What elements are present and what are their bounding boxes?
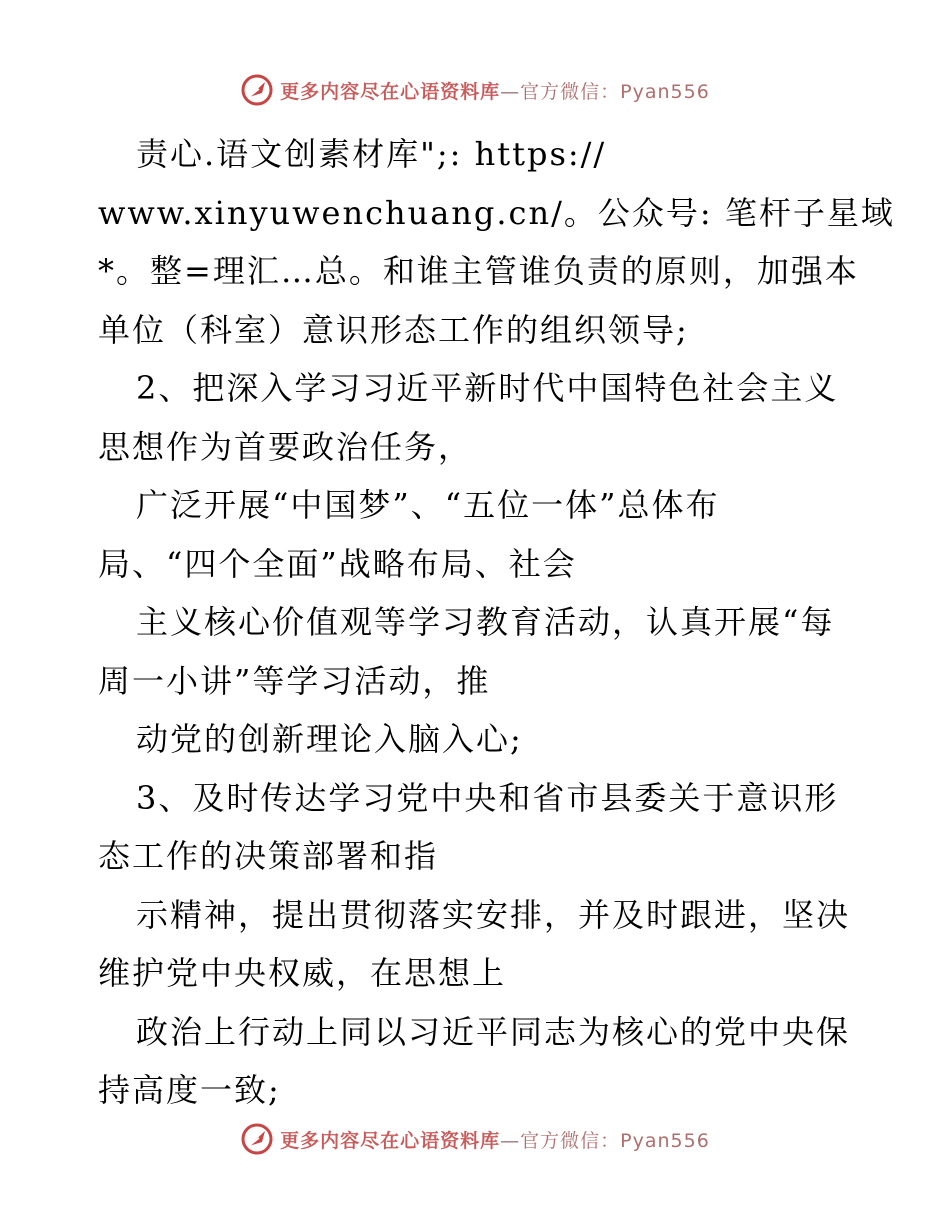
footer-banner-text [280, 1126, 710, 1153]
text-line: 动党的创新理论入脑入心; [136, 720, 523, 758]
text-line: 3、及时传达学习党中央和省市县委关于意识形 [136, 778, 839, 817]
text-line: 持高度一致; [98, 1071, 281, 1109]
header-banner-text [280, 77, 710, 104]
text-line: 示精神，提出贯彻落实安排，并及时跟进，坚决 [136, 895, 851, 934]
header-banner [0, 70, 950, 110]
document-body [98, 125, 898, 1120]
footer-banner [0, 1119, 950, 1159]
text-line: 责心.语文创素材库";: https:// [136, 135, 607, 173]
footer-banner-main: 更多内容尽在心语资料库 [280, 1129, 501, 1152]
text-line: 态工作的决策部署和指 [98, 837, 439, 875]
quill-logo-icon [240, 1122, 274, 1156]
text-line: www.xinyuwenchuang.cn/。公众号: 笔杆子星域 [98, 193, 895, 232]
text-line: 政治上行动上同以习近平同志为核心的党中央保 [136, 1012, 851, 1051]
text-line: 广泛开展“中国梦”、“五位一体”总体布 [136, 486, 720, 524]
quill-logo-icon [240, 73, 274, 107]
text-line: 周一小讲”等学习活动，推 [98, 661, 491, 700]
text-line: 维护党中央权威，在思想上 [98, 954, 507, 992]
header-banner-wechat: 官方微信：Pyan556 [520, 80, 710, 103]
text-line: 局、“四个全面”战略布局、社会 [98, 544, 577, 583]
text-line: 主义核心价值观等学习教育活动，认真开展“每 [136, 603, 835, 641]
text-line: 2、把深入学习习近平新时代中国特色社会主义 [136, 369, 839, 407]
text-line: *。整=理汇…总。和谁主管谁负责的原则，加强本 [98, 252, 859, 290]
text-line: 思想作为首要政治任务， [98, 427, 473, 466]
footer-banner-separator: — [500, 1129, 521, 1152]
header-banner-separator: — [500, 80, 521, 103]
text-line: 单位（科室）意识形态工作的组织领导; [98, 310, 689, 349]
header-banner-main: 更多内容尽在心语资料库 [280, 80, 501, 103]
footer-banner-wechat: 官方微信：Pyan556 [520, 1129, 710, 1152]
